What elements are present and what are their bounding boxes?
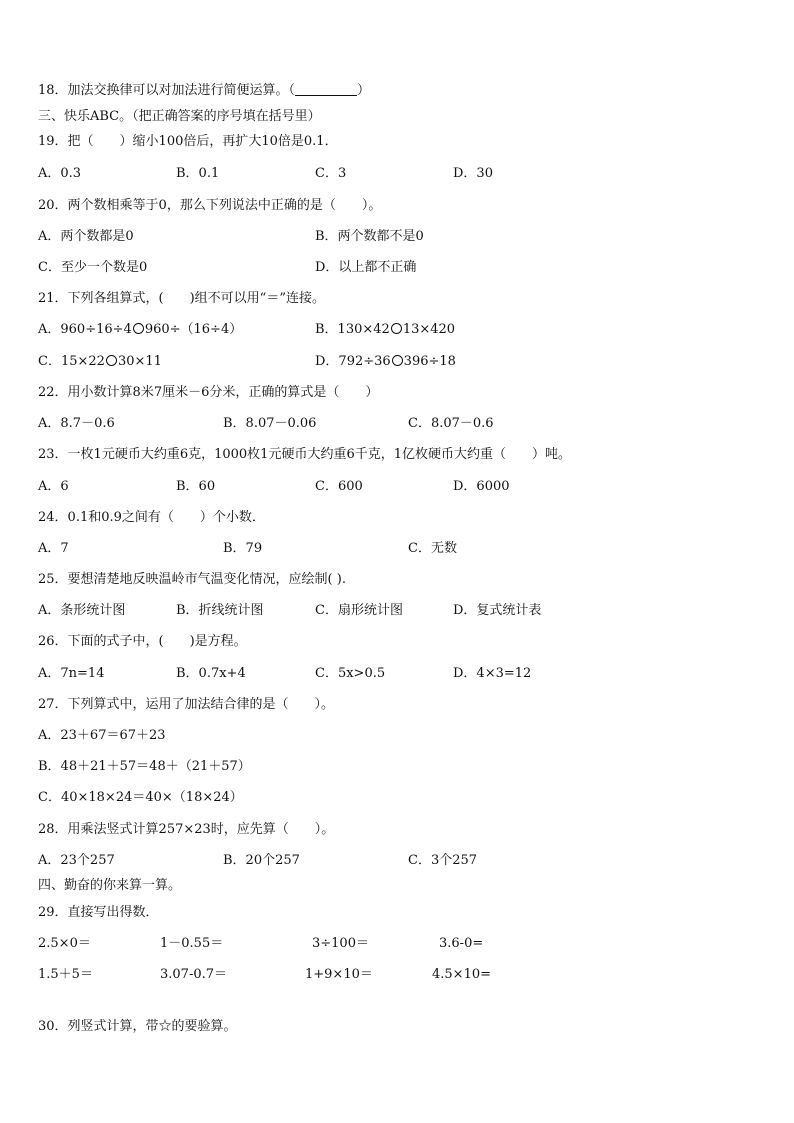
arithmetic-item[interactable]: 4.5×10= xyxy=(432,967,492,982)
option-b-right: 13×420 xyxy=(402,322,456,337)
option-b[interactable]: B．0.1 xyxy=(176,166,220,181)
option-a-right: 960÷（16÷4） xyxy=(144,322,243,337)
arithmetic-item[interactable]: 3÷100＝ xyxy=(312,936,369,951)
question-23-stem: 23．一枚1元硬币大约重6克，1000枚1元硬币大约重6千克，1亿枚硬币大约重（ ）吨。 xyxy=(38,447,571,462)
option-c[interactable]: C．3个257 xyxy=(408,853,478,868)
option-a[interactable]: A．23＋67＝67＋23 xyxy=(38,728,166,743)
option-b[interactable]: B．8.07－0.06 xyxy=(223,416,317,431)
arithmetic-item[interactable]: 1+9×10＝ xyxy=(305,967,373,982)
option-d[interactable]: D．6000 xyxy=(453,479,510,494)
question-18 xyxy=(38,83,370,99)
arithmetic-item[interactable]: 1－0.55＝ xyxy=(160,936,224,951)
option-a[interactable]: A．0.3 xyxy=(38,166,82,181)
option-b[interactable]: B．0.7x+4 xyxy=(176,666,246,681)
option-c[interactable]: C．5x>0.5 xyxy=(315,666,386,681)
option-a[interactable]: A．23个257 xyxy=(38,853,115,868)
option-d[interactable]: D．4×3=12 xyxy=(453,666,532,681)
option-b[interactable]: B．79 xyxy=(223,541,263,556)
circle-icon xyxy=(392,355,403,366)
question-29-stem: 29．直接写出得数． xyxy=(38,905,159,920)
option-d[interactable]: D．30 xyxy=(453,166,493,181)
option-a[interactable]: A．8.7－0.6 xyxy=(38,416,115,431)
question-27-stem: 27．下列算式中，运用了加法结合律的是（ ）。 xyxy=(38,697,335,712)
option-a[interactable]: A．两个数都是0 xyxy=(38,229,134,244)
option-c[interactable]: C．40×18×24＝40×（18×24） xyxy=(38,790,243,805)
circle-icon xyxy=(391,323,402,334)
option-b[interactable] xyxy=(315,322,455,338)
question-19-stem: 19．把（ ）缩小100倍后，再扩大10倍是0.1． xyxy=(38,134,338,149)
circle-icon xyxy=(133,323,144,334)
question-18-close: ） xyxy=(357,83,371,98)
option-a[interactable]: A．7n=14 xyxy=(38,666,105,681)
option-c[interactable]: C．无数 xyxy=(408,541,457,556)
question-21-stem: 21．下列各组算式，( )组不可以用“＝”连接。 xyxy=(38,291,325,306)
option-c[interactable]: C．扇形统计图 xyxy=(315,603,403,618)
question-25-stem: 25．要想清楚地反映温岭市气温变化情况，应绘制( ). xyxy=(38,572,346,587)
arithmetic-item[interactable]: 3.07-0.7＝ xyxy=(160,967,228,982)
option-a[interactable]: A．6 xyxy=(38,479,69,494)
option-c[interactable] xyxy=(38,354,162,370)
option-c-left: C．15×22 xyxy=(38,354,105,369)
option-b[interactable]: B．48＋21＋57＝48＋（21＋57） xyxy=(38,759,251,774)
option-d[interactable] xyxy=(315,354,456,370)
answer-blank[interactable] xyxy=(295,83,357,96)
option-b[interactable]: B．折线统计图 xyxy=(176,603,264,618)
option-a[interactable]: A．条形统计图 xyxy=(38,603,126,618)
option-c[interactable]: C．8.07－0.6 xyxy=(408,416,494,431)
question-22-stem: 22．用小数计算8米7厘米－6分米，正确的算式是（ ） xyxy=(38,385,379,400)
arithmetic-item[interactable]: 3.6-0= xyxy=(439,936,484,951)
option-d[interactable]: D．以上都不正确 xyxy=(315,260,417,275)
option-c[interactable]: C．3 xyxy=(315,166,347,181)
section-3-heading: 三、快乐ABC。（把正确答案的序号填在括号里） xyxy=(38,109,321,124)
option-a[interactable] xyxy=(38,322,242,338)
question-28-stem: 28．用乘法竖式计算257×23时，应先算（ ）。 xyxy=(38,822,335,837)
option-d[interactable]: D．复式统计表 xyxy=(453,603,542,618)
option-c-right: 30×11 xyxy=(117,354,162,369)
question-18-text: 18．加法交换律可以对加法进行简便运算。（ xyxy=(38,83,296,98)
option-c[interactable]: C．600 xyxy=(315,479,363,494)
question-20-stem: 20．两个数相乘等于0，那么下列说法中正确的是（ ）。 xyxy=(38,198,382,213)
option-a[interactable]: A．7 xyxy=(38,541,69,556)
option-b-left: B．130×42 xyxy=(315,322,390,337)
option-d-right: 396÷18 xyxy=(403,354,456,369)
question-30-stem: 30．列竖式计算，带☆的要验算。 xyxy=(38,1019,237,1034)
option-c[interactable]: C．至少一个数是0 xyxy=(38,260,148,275)
circle-icon xyxy=(106,355,117,366)
option-d-left: D．792÷36 xyxy=(315,354,391,369)
question-24-stem: 24．0.1和0.9之间有（ ）个小数． xyxy=(38,510,265,525)
arithmetic-item[interactable]: 2.5×0＝ xyxy=(38,936,91,951)
option-b[interactable]: B．两个数都不是0 xyxy=(315,229,424,244)
section-4-heading: 四、勤奋的你来算一算。 xyxy=(38,878,182,893)
arithmetic-item[interactable]: 1.5＋5＝ xyxy=(38,967,93,982)
option-b[interactable]: B．60 xyxy=(176,479,216,494)
option-a-left: A．960÷16÷4 xyxy=(38,322,132,337)
option-b[interactable]: B．20个257 xyxy=(223,853,300,868)
question-26-stem: 26．下面的式子中，( )是方程。 xyxy=(38,634,247,649)
